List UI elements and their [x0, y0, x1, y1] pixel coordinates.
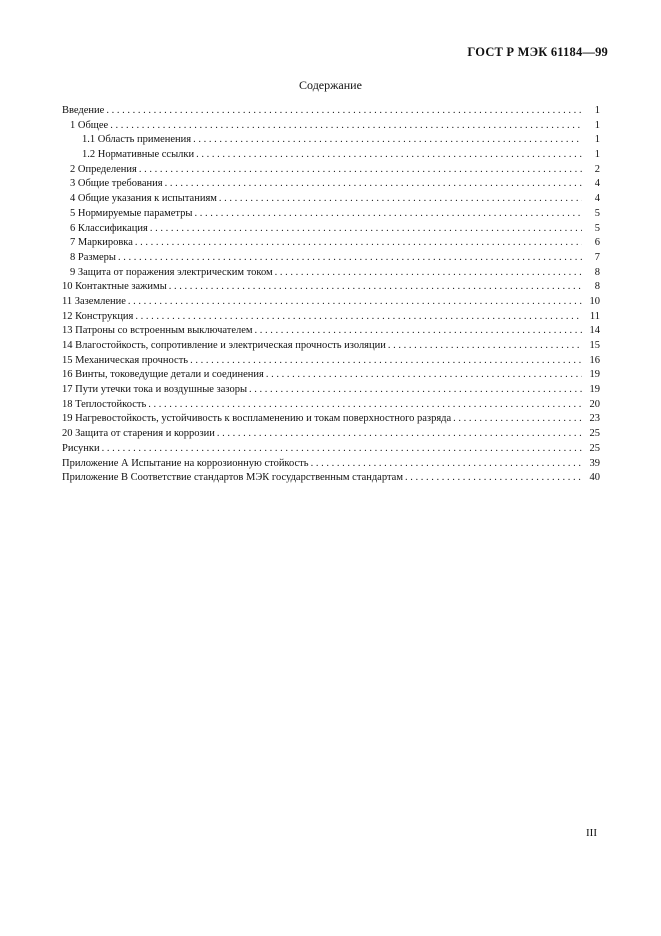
dot-leader	[196, 148, 582, 163]
dot-leader	[118, 251, 582, 266]
document-code: ГОСТ Р МЭК 61184—99	[467, 45, 608, 59]
dot-leader	[311, 457, 582, 472]
toc-entry-label: 16 Винты, токоведущие детали и соединения	[62, 369, 264, 381]
toc-entry	[62, 133, 600, 148]
toc-entry-page: 25	[589, 442, 600, 454]
toc-entry-label: 3 Общие требования	[70, 178, 163, 190]
toc-entry	[62, 266, 600, 281]
toc-entry-label: 1.2 Нормативные ссылки	[82, 149, 195, 161]
toc-entry-page: 14	[589, 325, 600, 337]
toc-entry-label: 9 Защита от поражения электрическим током	[70, 266, 273, 278]
toc-entry	[62, 442, 600, 457]
toc-entry-page: 1	[594, 105, 600, 116]
toc-entry	[62, 295, 600, 310]
toc-entry-label: Рисунки	[62, 442, 100, 454]
dot-leader	[128, 295, 582, 310]
toc-entry-page: 39	[589, 457, 600, 469]
toc-title: Содержание	[299, 78, 362, 92]
toc-entry-page: 8	[594, 266, 600, 278]
toc-entry-page: 5	[594, 222, 600, 234]
toc-entry	[62, 412, 600, 427]
toc-entry-page: 7	[594, 251, 600, 263]
dot-leader	[217, 427, 582, 442]
toc-entry-label: 6 Классификация	[70, 222, 148, 234]
toc-entry-page: 16	[589, 354, 600, 366]
toc-entry	[62, 339, 600, 354]
dot-leader	[106, 104, 582, 119]
toc-entry-page: 11	[589, 310, 600, 322]
toc-entry-label: 4 Общие указания к испытаниям	[70, 193, 217, 205]
toc-entry-page: 1	[594, 149, 600, 161]
toc-entry	[62, 251, 600, 266]
toc-entry-page: 10	[589, 295, 600, 307]
dot-leader	[102, 442, 582, 457]
dot-leader	[266, 368, 582, 383]
dot-leader	[194, 207, 582, 222]
toc-entry	[62, 310, 600, 325]
page-number: III	[586, 827, 597, 839]
toc-entry-page: 40	[589, 472, 600, 484]
toc-entry-label: 1 Общее	[70, 119, 109, 131]
dot-leader	[165, 177, 582, 192]
dot-leader	[135, 236, 582, 251]
toc-entry	[62, 368, 600, 383]
dot-leader	[190, 354, 582, 369]
dot-leader	[453, 412, 582, 427]
toc-entry-page: 23	[589, 413, 600, 425]
dot-leader	[169, 280, 582, 295]
dot-leader	[275, 266, 582, 281]
dot-leader	[193, 133, 582, 148]
toc-entry	[62, 104, 600, 119]
toc-entry	[62, 207, 600, 222]
toc-entry	[62, 398, 600, 413]
toc-entry-label: 1.1 Область применения	[82, 134, 192, 146]
toc-entry	[62, 354, 600, 369]
toc-entry-label: 14 Влагостойкость, сопротивление и электрическая прочность изоляции	[62, 340, 386, 351]
toc-entry-page: 25	[589, 428, 600, 440]
toc-entry	[62, 119, 600, 134]
toc-entry-page: 20	[589, 398, 600, 410]
toc-entry-label: 15 Механическая прочность	[62, 354, 189, 366]
toc-entry-label: 19 Нагревостойкость, устойчивость к воспламенению и токам поверхностного разряда	[62, 413, 452, 425]
toc-entry	[62, 457, 600, 472]
toc-entry-label: Приложение А Испытание на коррозионную стойкость	[62, 457, 309, 469]
toc-entry	[62, 148, 600, 163]
toc-entry-label: 12 Конструкция	[62, 310, 134, 322]
dot-leader	[388, 339, 582, 354]
dot-leader	[110, 119, 582, 134]
toc-entry-label: 18 Теплостойкость	[62, 398, 147, 410]
dot-leader	[255, 324, 582, 339]
toc-entry-label: 20 Защита от старения и коррозии	[62, 428, 215, 440]
toc-entry-label: 17 Пути утечки тока и воздушные зазоры	[62, 384, 248, 396]
toc-entry	[62, 177, 600, 192]
toc-entry-label: 10 Контактные зажимы	[62, 281, 167, 293]
toc-entry-label: 2 Определения	[70, 163, 137, 175]
toc-entry	[62, 324, 600, 339]
toc-entry-label: 11 Заземление	[62, 295, 126, 307]
dot-leader	[139, 163, 582, 178]
toc-entry-label: Приложение В Соответствие стандартов МЭК государственным стандартам	[62, 472, 403, 484]
toc-entry-page: 19	[589, 384, 600, 396]
toc-entry-page: 15	[589, 340, 600, 351]
toc-entry-page: 5	[594, 207, 600, 219]
toc-entry-page: 4	[594, 178, 600, 190]
toc-entry-label: 13 Патроны со встроенным выключателем	[62, 325, 253, 337]
toc-entry	[62, 471, 600, 486]
toc-entry-page: 6	[594, 237, 600, 249]
toc-entry-label: 8 Размеры	[70, 251, 116, 263]
toc-entry	[62, 280, 600, 295]
dot-leader	[219, 192, 582, 207]
toc-entry-label: 5 Нормируемые параметры	[70, 207, 193, 219]
toc-entry-page: 19	[589, 369, 600, 381]
dot-leader	[150, 222, 582, 237]
toc-entry	[62, 427, 600, 442]
toc-entry	[62, 383, 600, 398]
toc-entry-page: 1	[594, 119, 600, 131]
toc-entry-page: 2	[594, 163, 600, 175]
toc-entry	[62, 192, 600, 207]
dot-leader	[135, 310, 582, 325]
toc-entry-page: 1	[594, 134, 600, 146]
toc-entry-label: Введение	[62, 105, 105, 116]
dot-leader	[249, 383, 582, 398]
toc-entry-page: 4	[594, 193, 600, 205]
toc-entry-label: 7 Маркировка	[70, 237, 133, 249]
dot-leader	[405, 471, 582, 486]
table-of-contents	[62, 104, 600, 486]
dot-leader	[148, 398, 582, 413]
toc-entry	[62, 236, 600, 251]
toc-entry	[62, 163, 600, 178]
toc-entry-page: 8	[594, 281, 600, 293]
toc-entry	[62, 222, 600, 237]
